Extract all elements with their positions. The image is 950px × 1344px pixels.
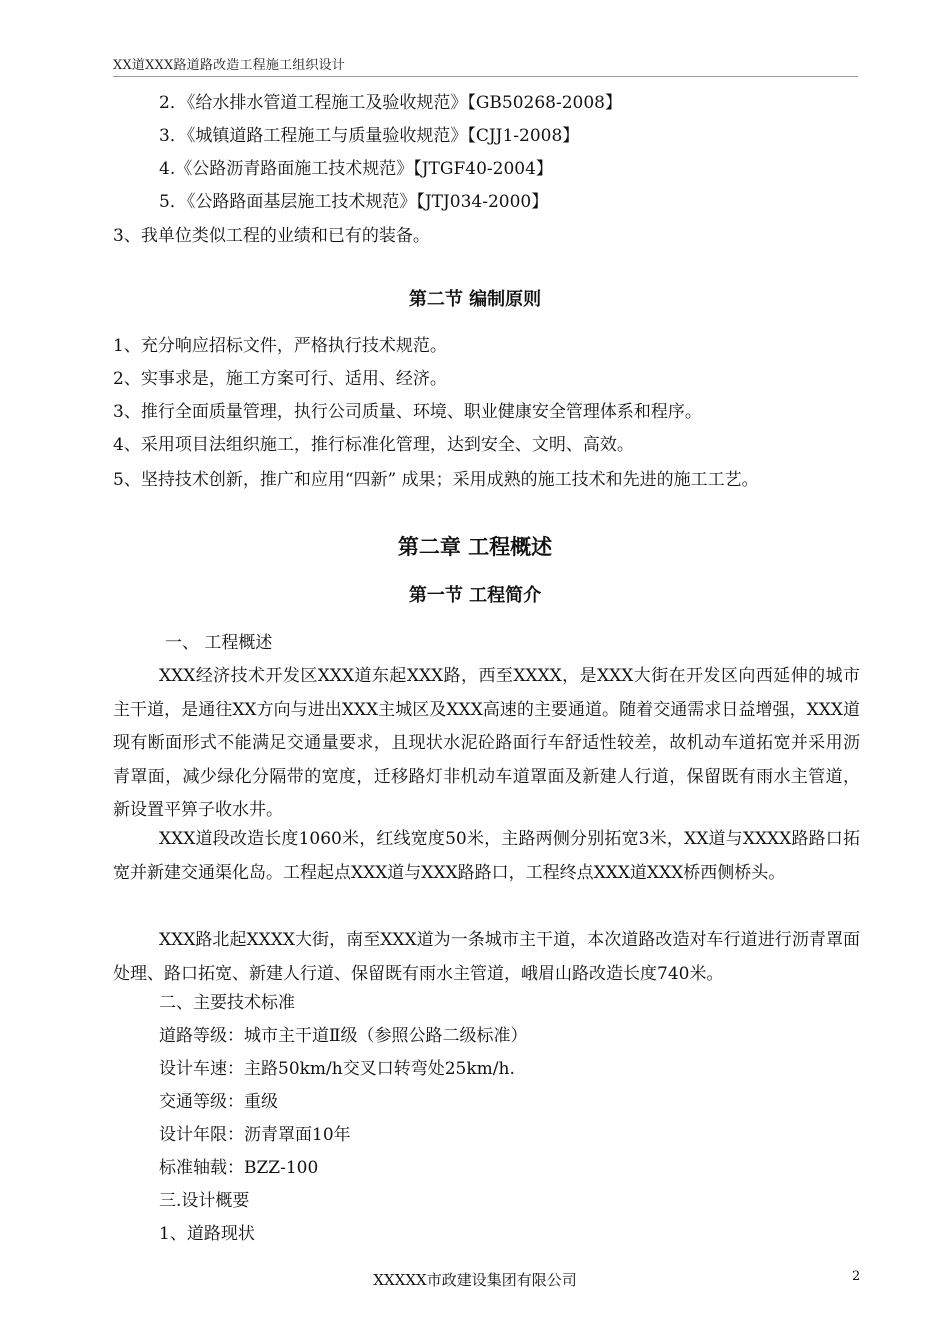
subsection-heading: 二、主要技术标准: [159, 993, 295, 1013]
reference-item: 2．《给水排水管道工程施工及验收规范》【GB50268-2008】: [159, 93, 622, 113]
body-paragraph: XXX路北起XXXX大街，南至XXX道为一条城市主干道，本次道路改造对车行道进行沥青罩面处理、路口拓宽、新建人行道、保留既有雨水主管道，峨眉山路改造长度740米。: [113, 930, 860, 984]
principle-item: 1、充分响应招标文件，严格执行技术规范。: [113, 336, 447, 356]
principle-item: 5、坚持技术创新，推广和应用“四新” 成果；采用成熟的施工技术和先进的施工工艺。: [113, 470, 759, 490]
page-number: 2: [852, 1269, 861, 1284]
reference-item: 4.《公路沥青路面施工技术规范》【JTGF40-2004】: [159, 159, 553, 179]
tech-standard-item: 设计车速：主路50km/h交叉口转弯处25km/h.: [159, 1059, 515, 1079]
reference-item: 3．《城镇道路工程施工与质量验收规范》【CJJ1-2008】: [159, 126, 580, 146]
header-rule: [113, 76, 858, 77]
basis-item: 3、我单位类似工程的业绩和已有的装备。: [113, 226, 430, 246]
tech-standard-item: 设计年限：沥青罩面10年: [159, 1125, 351, 1145]
body-paragraph: XXX经济技术开发区XXX道东起XXX路，西至XXXX，是XXX大街在开发区向西延伸的城市主干道，是通往XX方向与进出XXX主城区及XXX高速的主要通道。随着交通需求日益增强，XXX道现有断面形式不能满足交通量要求，且现状水泥砼路面行车舒适性较差，故机动车道拓宽并采用沥青罩面，减少绿化分隔带的宽度，迁移路灯非机动车道罩面及新建人行道，保留既有雨水主管道，新设置平箅子收水井。: [113, 666, 860, 820]
principle-item: 3、推行全面质量管理，执行公司质量、环境、职业健康安全管理体系和程序。: [113, 402, 702, 422]
subsection-heading: 1、道路现状: [159, 1224, 255, 1244]
tech-standard-item: 道路等级：城市主干道Ⅱ级（参照公路二级标准）: [159, 1026, 528, 1046]
principle-item: 2、实事求是，施工方案可行、适用、经济。: [113, 369, 447, 389]
body-paragraph: XXX道段改造长度1060米，红线宽度50米，主路两侧分别拓宽3米，XX道与XXXX路路口拓宽并新建交通渠化岛。工程起点XXX道与XXX路路口，工程终点XXX道XXX桥西侧桥头。: [113, 829, 860, 883]
running-header: XX道XXX路道路改造工程施工组织设计: [113, 58, 346, 73]
subsection-heading: 一、 工程概述: [165, 633, 273, 653]
tech-standard-item: 交通等级：重级: [159, 1092, 278, 1112]
reference-item: 5．《公路路面基层施工技术规范》【JTJ034-2000】: [159, 192, 549, 212]
section-title: 第一节 工程简介: [408, 585, 542, 606]
section-title: 第二节 编制原则: [408, 289, 542, 310]
tech-standard-item: 标准轴载：BZZ-100: [159, 1158, 319, 1178]
running-footer: XXXXX市政建设集团有限公司: [373, 1271, 577, 1289]
chapter-title: 第二章 工程概述: [397, 535, 553, 559]
principle-item: 4、采用项目法组织施工，推行标准化管理，达到安全、文明、高效。: [113, 435, 634, 455]
subsection-heading: 三.设计概要: [159, 1191, 250, 1211]
